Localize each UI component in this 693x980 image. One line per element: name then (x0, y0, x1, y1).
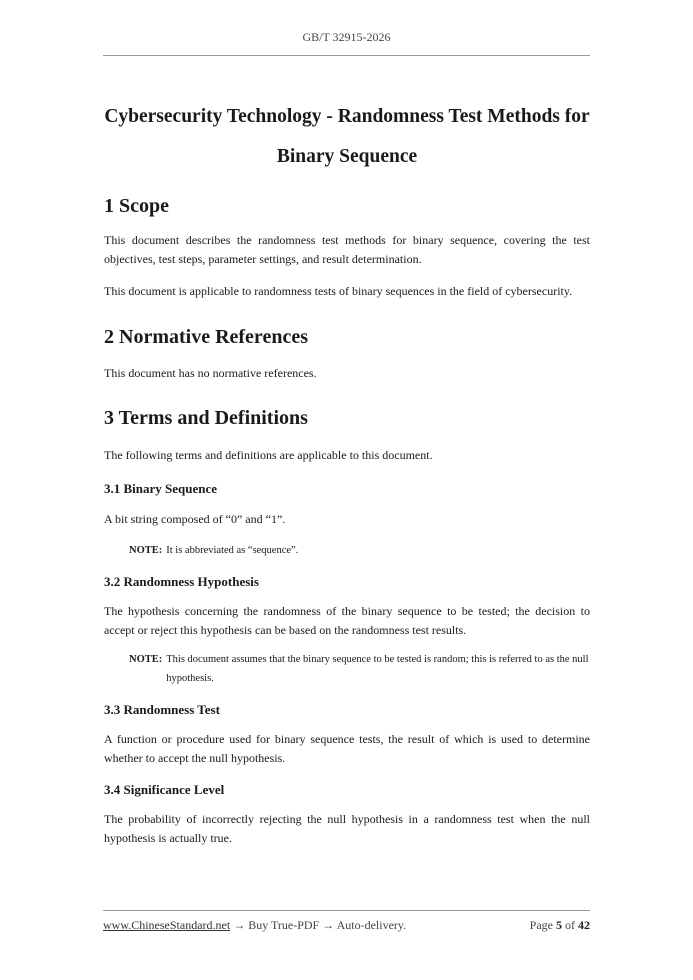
arrow-icon: → (322, 918, 335, 932)
buy-true-pdf-text: Buy True-PDF (248, 918, 320, 932)
note-text: It is abbreviated as “sequence”. (166, 545, 299, 556)
auto-delivery-text: Auto-delivery. (336, 918, 407, 932)
scope-paragraph-1: This document describes the randomness test methods for binary sequence, covering the test objectives, test steps, parameter settings, and result determination. (104, 233, 590, 266)
term-heading-3-4: 3.4 Significance Level (104, 782, 225, 797)
document-code: GB/T 32915-2026 (302, 30, 391, 44)
term-definition-3-2: The hypothesis concerning the randomness of the binary sequence to be tested; the decision to accept or reject this hypothesis can be based on the randomness test results. (104, 604, 590, 637)
note-label: NOTE: (129, 545, 163, 556)
term-heading-3-2: 3.2 Randomness Hypothesis (104, 574, 259, 589)
section-heading-normative-references: 2 Normative References (104, 326, 308, 348)
section-heading-terms: 3 Terms and Definitions (104, 407, 308, 429)
title-line-2: Binary Sequence (276, 146, 418, 167)
term-heading-3-1: 3.1 Binary Sequence (104, 481, 218, 496)
of-word: of (565, 918, 575, 932)
note-text: This document assumes that the binary sequence to be tested is random; this is referred to as the null hypothesis. (166, 654, 589, 684)
term-heading-3-3: 3.3 Randomness Test (104, 702, 220, 717)
page-number (530, 918, 590, 933)
term-definition-3-1: A bit string composed of “0” and “1”. (104, 512, 286, 526)
total-pages: 42 (578, 918, 590, 932)
page-header (103, 30, 590, 56)
current-page: 5 (556, 918, 562, 932)
term-definition-3-4: The probability of incorrectly rejecting the null hypothesis in a randomness test when the null hypothesis is actually true. (104, 812, 590, 845)
normative-paragraph: This document has no normative references. (104, 366, 317, 380)
note-3-2 (129, 650, 590, 688)
document-title (104, 97, 590, 177)
note-3-1 (129, 541, 590, 560)
page-word: Page (529, 918, 553, 932)
website-link[interactable]: www.ChineseStandard.net (103, 918, 231, 932)
arrow-icon: → (233, 918, 246, 932)
terms-intro: The following terms and definitions are applicable to this document. (104, 448, 433, 462)
page-footer (103, 910, 590, 940)
scope-paragraph-2: This document is applicable to randomness tests of binary sequences in the field of cybersecurity. (104, 284, 573, 298)
term-definition-3-3: A function or procedure used for binary sequence tests, the result of which is used to determine whether to accept the null hypothesis. (104, 732, 590, 765)
title-line-1: Cybersecurity Technology - Randomness Test Methods for (104, 106, 590, 127)
section-heading-scope: 1 Scope (104, 195, 169, 217)
page-content (104, 97, 590, 848)
note-label: NOTE: (129, 654, 163, 665)
